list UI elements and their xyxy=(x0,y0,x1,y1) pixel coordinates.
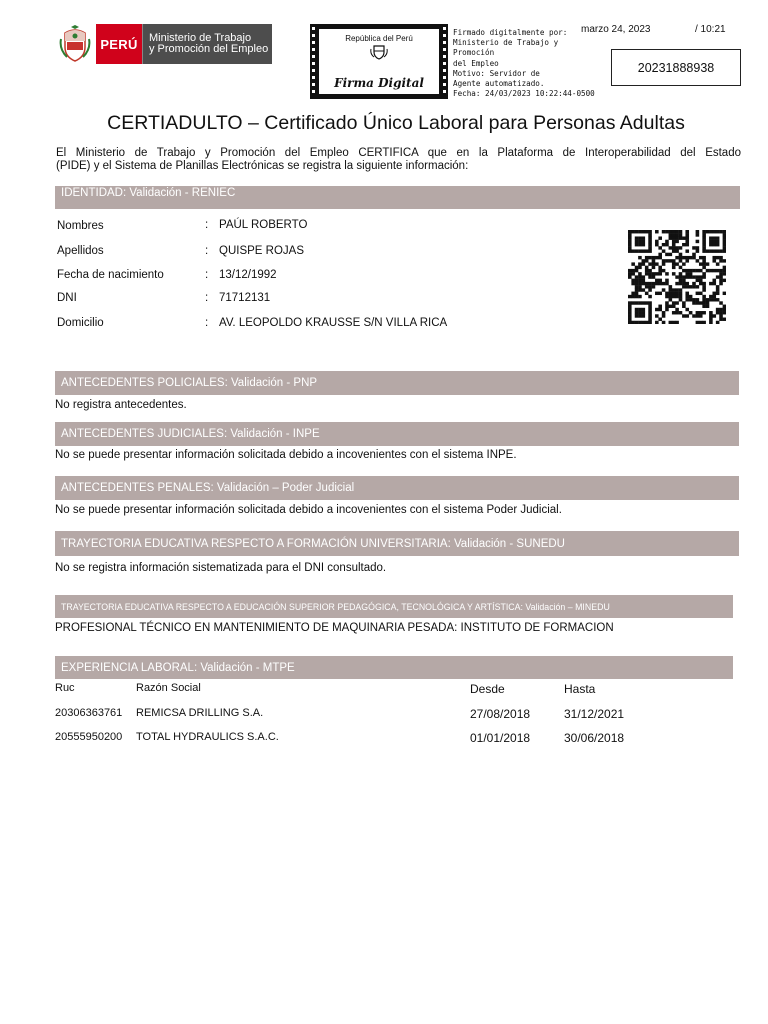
separator: : xyxy=(205,219,209,231)
table-row-ruc: 20306363761 xyxy=(55,707,123,719)
value-fecha-nacimiento: 13/12/1992 xyxy=(219,269,277,281)
identity-section-header xyxy=(55,186,740,209)
value-domicilio: AV. LEOPOLDO KRAUSSE S/N VILLA RICA xyxy=(219,317,448,329)
separator: : xyxy=(205,245,209,257)
digital-signature-stamp xyxy=(310,24,448,99)
table-row-from: 01/01/2018 xyxy=(470,731,531,745)
column-ruc: Ruc xyxy=(55,682,75,694)
higher-ed-result: PROFESIONAL TÉCNICO EN MANTENIMIENTO DE MAQUINARIA PESADA: INSTITUTO DE FORMACION xyxy=(55,622,614,634)
column-from: Desde xyxy=(470,682,505,696)
penal-header-text: ANTECEDENTES PENALES: Validación – Poder Judicial xyxy=(61,482,355,494)
separator: : xyxy=(205,269,209,281)
ministry-name xyxy=(142,24,272,64)
higher-ed-header-text: TRAYECTORIA EDUCATIVA RESPECTO A EDUCACIÓN SUPERIOR PEDAGÓGICA, TECNOLÓGICA Y ARTÍSTICA: Validación – MINEDU xyxy=(61,601,610,612)
issue-date: marzo 24, 2023 xyxy=(581,24,651,35)
column-to: Hasta xyxy=(564,682,596,696)
university-result: No se registra información sistematizada para el DNI consultado. xyxy=(55,562,387,574)
table-row-from: 27/08/2018 xyxy=(470,707,531,721)
higher-ed-section-header xyxy=(55,595,733,618)
peru-label: PERÚ xyxy=(96,24,142,64)
value-dni: 71712131 xyxy=(219,292,271,304)
university-header-text: TRAYECTORIA EDUCATIVA RESPECTO A FORMACIÓN UNIVERSITARIA: Validación - SUNEDU xyxy=(61,537,565,550)
signature-line: Motivo: Servidor de xyxy=(453,68,540,78)
penal-section-header xyxy=(55,476,739,500)
label-domicilio: Domicilio xyxy=(57,317,104,329)
qr-code-icon xyxy=(628,230,726,324)
penal-result: No se puede presentar información solicitada debido a incovenientes con el sistema Poder Judicial. xyxy=(55,504,562,516)
separator: : xyxy=(205,317,209,329)
value-nombres: PAÚL ROBERTO xyxy=(219,219,308,231)
experience-header-text: EXPERIENCIA LABORAL: Validación - MTPE xyxy=(61,661,295,674)
signature-line: Ministerio de Trabajo y Promoción xyxy=(453,38,559,58)
peru-coat-of-arms-icon xyxy=(58,24,92,64)
identity-header-text: IDENTIDAD: Validación - RENIEC xyxy=(61,187,236,199)
ministry-logo xyxy=(58,24,272,64)
experience-section-header xyxy=(55,656,733,679)
police-result: No registra antecedentes. xyxy=(55,399,187,411)
value-apellidos: QUISPE ROJAS xyxy=(219,245,304,257)
certificate-number: 20231888938 xyxy=(611,49,741,86)
label-fecha-nacimiento: Fecha de nacimiento xyxy=(57,269,164,281)
signature-details xyxy=(453,28,603,99)
label-nombres: Nombres xyxy=(57,220,104,232)
police-header-text: ANTECEDENTES POLICIALES: Validación - PNP xyxy=(61,377,318,389)
judicial-result: No se puede presentar información solicitada debido a incovenientes con el sistema INPE. xyxy=(55,449,517,461)
signature-line: del Empleo xyxy=(453,58,499,68)
document-title: CERTIADULTO – Certificado Único Laboral para Personas Adultas xyxy=(107,112,685,134)
table-row-ruc: 20555950200 xyxy=(55,731,123,743)
shield-emblem-icon xyxy=(370,44,388,60)
judicial-section-header xyxy=(55,422,739,446)
signature-line: Agente automatizado. xyxy=(453,79,545,89)
ministry-line-2: y Promoción del Empleo xyxy=(149,43,269,55)
table-row-company: REMICSA DRILLING S.A. xyxy=(136,707,264,719)
label-dni: DNI xyxy=(57,292,77,304)
signature-line: Firmado digitalmente por: xyxy=(453,28,568,37)
intro-line-2: (PIDE) y el Sistema de Planillas Electrónicas se registra la siguiente información: xyxy=(56,160,469,172)
ministry-line-1: Ministerio de Trabajo xyxy=(149,32,252,44)
column-company: Razón Social xyxy=(136,682,201,694)
signature-line: Fecha: 24/03/2023 10:22:44-0500 xyxy=(453,89,595,99)
intro-line-1: El Ministerio de Trabajo y Promoción del Empleo CERTIFICA que en la Plataforma de Interoperabilidad del Estado xyxy=(56,147,741,159)
table-row-to: 30/06/2018 xyxy=(564,731,625,745)
table-row-company: TOTAL HYDRAULICS S.A.C. xyxy=(136,731,279,743)
stamp-bottom-text: Firma Digital xyxy=(334,76,424,90)
judicial-header-text: ANTECEDENTES JUDICIALES: Validación - INPE xyxy=(61,428,320,440)
label-apellidos: Apellidos xyxy=(57,245,104,257)
stamp-top-text: República del Perú xyxy=(345,34,413,43)
issue-time: / 10:21 xyxy=(695,24,726,35)
police-section-header xyxy=(55,371,739,395)
university-section-header xyxy=(55,531,739,556)
separator: : xyxy=(205,292,209,304)
table-row-to: 31/12/2021 xyxy=(564,707,625,721)
